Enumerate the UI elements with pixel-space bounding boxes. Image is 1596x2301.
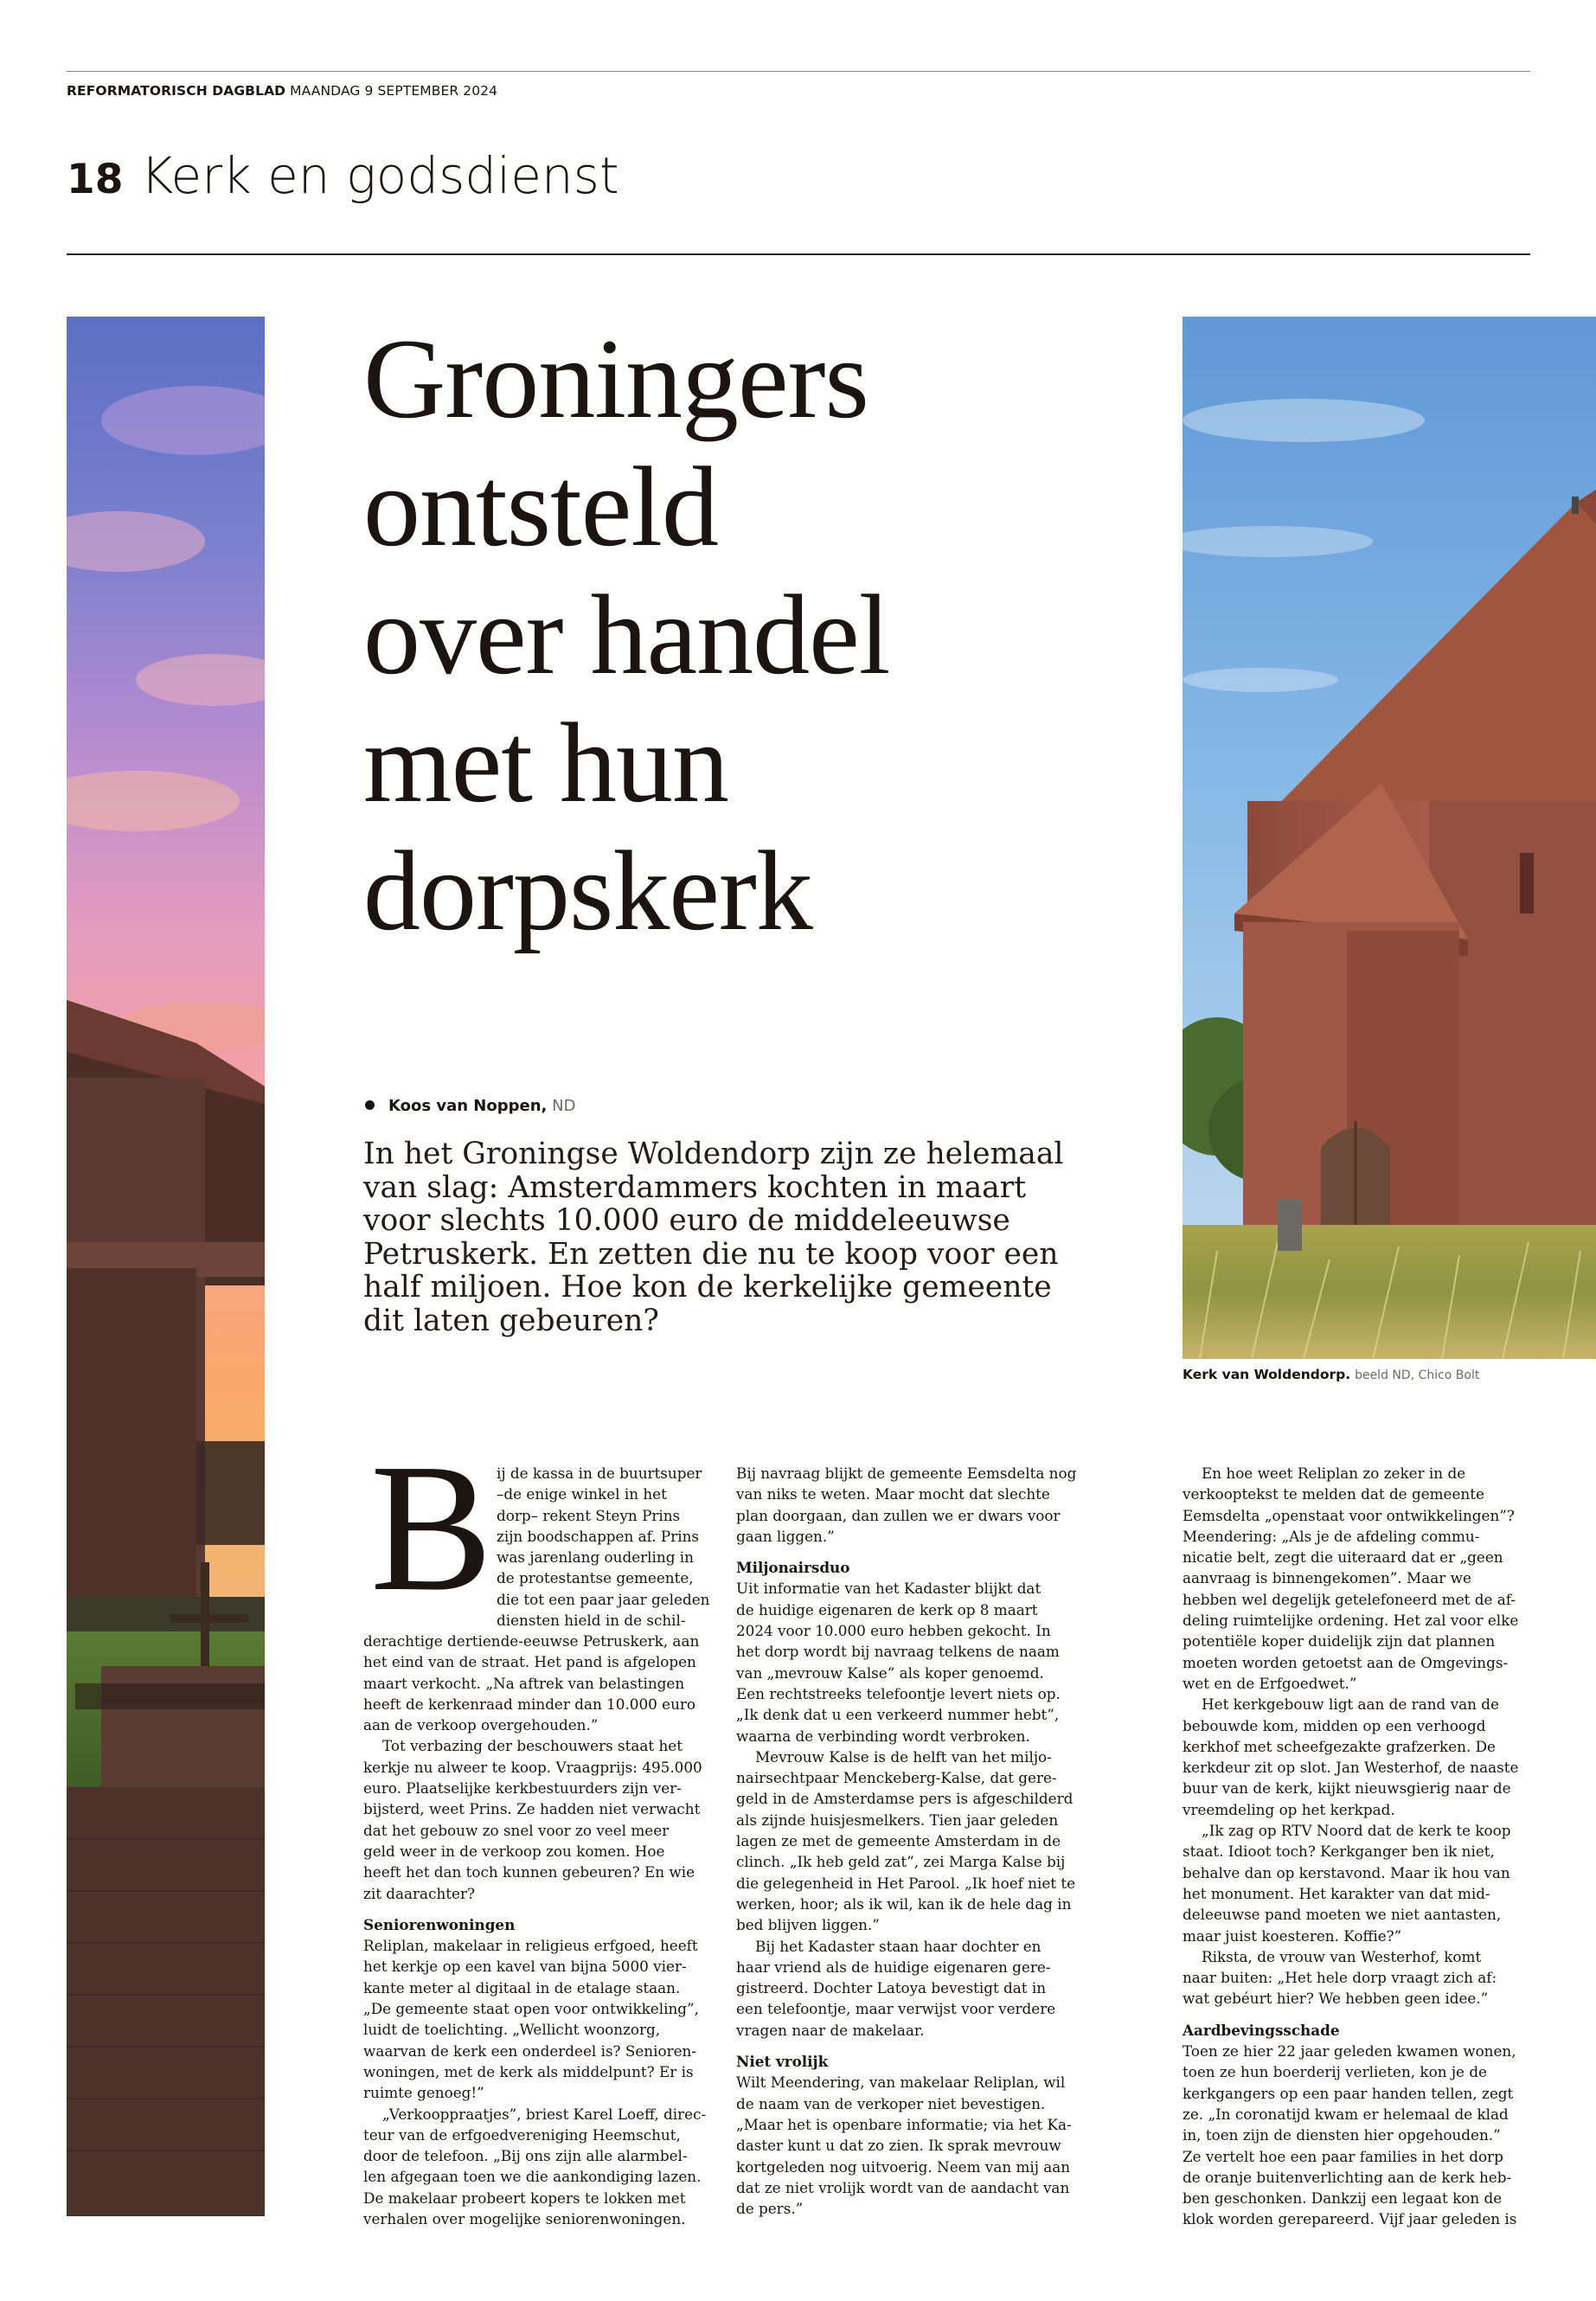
- body-line: Het kerkgebouw ligt aan de rand van de: [1202, 1695, 1499, 1714]
- body-line: En hoe weet Reliplan zo zeker in de: [1202, 1465, 1466, 1482]
- body-line: werken, hoor; als ik wil, kan ik de hele dag in: [736, 1894, 1072, 1913]
- body-line: Bij het Kadaster staan haar dochter en: [755, 1937, 1042, 1955]
- body-line: Mevrouw Kalse is de helft van het miljo-: [755, 1747, 1052, 1766]
- photo-caption: [1183, 1367, 1479, 1382]
- body-line: hebben wel degelijk getelefoneerd met de af-: [1183, 1590, 1516, 1608]
- author-org: ND: [552, 1097, 576, 1115]
- body-line: ij de kassa in de buurtsuper: [497, 1465, 702, 1482]
- body-line: 2024 voor 10.000 euro hebben gekocht. In: [736, 1622, 1051, 1640]
- body-line: was jarenlang ouderling in: [497, 1548, 694, 1567]
- intro-line: In het Groningse Woldendorp zijn ze helemaal: [363, 1137, 1064, 1171]
- body-line: deling ruimtelijke ordening. Het zal voor elke: [1183, 1612, 1519, 1630]
- bullet-icon: [365, 1100, 375, 1110]
- body-line: luidt de toelichting. „Wellicht woonzorg,: [363, 2021, 661, 2039]
- body-line: toen ze hun boerderij verlieten, kon je de: [1183, 2063, 1487, 2081]
- byline: [365, 1097, 575, 1115]
- body-line: de oranje buitenverlichting aan de kerk heb-: [1183, 2168, 1512, 2186]
- subheading: Aardbevingsschade: [1183, 2021, 1340, 2039]
- left-church-photo: [67, 317, 265, 2216]
- headline: [363, 315, 1194, 955]
- caption-text: Kerk van Woldendorp.: [1183, 1367, 1351, 1382]
- body-line: maar juist koesteren. Koffie?”: [1183, 1926, 1402, 1945]
- body-line: Ze vertelt hoe een paar families in het dorp: [1183, 2147, 1503, 2165]
- body-line: het kerkje op een kavel van bijna 5000 vier-: [363, 1958, 687, 1976]
- intro-line: half miljoen. Hoe kon de kerkelijke gemeente: [363, 1270, 1052, 1305]
- drop-cap: B: [370, 1426, 493, 1629]
- body-line: die tot een paar jaar geleden: [497, 1590, 710, 1608]
- body-line: woningen, met de kerk als middelpunt? Er is: [363, 2062, 694, 2080]
- headline-line: Groningers: [363, 315, 869, 442]
- body-line: haar vriend als de huidige eigenaren gere-: [736, 1958, 1051, 1976]
- body-line: Uit informatie van het Kadaster blijkt dat: [736, 1580, 1042, 1598]
- body-line: daster kunt u dat zo zien. Ik sprak mevrouw: [736, 2137, 1061, 2155]
- body-line: aanvraag is binnengekomen”. Maar we: [1183, 1569, 1471, 1587]
- body-line: deleeuwse pand moeten we niet aantasten,: [1183, 1906, 1502, 1924]
- body-line: heeft het dan toch kunnen gebeuren? En wie: [363, 1863, 695, 1881]
- body-line: nairsechtpaar Menckeberg-Kalse, dat gere-: [736, 1769, 1057, 1787]
- body-line: Bij navraag blijkt de gemeente Eemsdelta nog: [736, 1465, 1077, 1482]
- body-line: die gelegenheid in Het Parool. „Ik hoef niet te: [736, 1874, 1076, 1892]
- body-line: van „mevrouw Kalse” als koper genoemd.: [736, 1663, 1044, 1682]
- body-line: wat gebéurt hier? We hebben geen idee.”: [1183, 1990, 1489, 2008]
- body-line: Reliplan, makelaar in religieus erfgoed, heeft: [363, 1937, 698, 1955]
- right-church-photo: [1183, 317, 1596, 1359]
- body-line: verhalen over mogelijke seniorenwoningen.: [363, 2210, 686, 2228]
- top-rule: [67, 71, 1530, 72]
- body-line: potentiële koper duidelijk zijn dat plannen: [1183, 1632, 1496, 1650]
- body-line: Toen ze hier 22 jaar geleden kwamen wonen,: [1183, 2042, 1516, 2061]
- body-line: zijn boodschappen af. Prins: [497, 1527, 700, 1545]
- body-line: ze. „In coronatijd kwam er helemaal de klad: [1183, 2105, 1509, 2123]
- body-line: bebouwde kom, midden op een verhoogd: [1183, 1716, 1486, 1734]
- body-line: het dorp wordt bij navraag telkens de naam: [736, 1643, 1060, 1661]
- body-line: zit daarachter?: [363, 1884, 475, 1902]
- body-line: kerkgangers op een paar handen tellen, zegt: [1183, 2084, 1514, 2102]
- body-line: waarvan de kerk een onderdeel is? Senioren-: [363, 2041, 697, 2060]
- body-line: de huidige eigenaren de kerk op 8 maart: [736, 1600, 1038, 1618]
- body-line: Eemsdelta „openstaat voor ontwikkelingen”?: [1183, 1506, 1515, 1524]
- subheading: Miljonairsduo: [736, 1559, 850, 1577]
- body-line: de protestantse gemeente,: [497, 1569, 694, 1587]
- subheading: Niet vrolijk: [736, 2053, 829, 2071]
- body-line: lagen ze met de gemeente Amsterdam in de: [736, 1832, 1061, 1850]
- issue-date: MAANDAG 9 SEPTEMBER 2024: [290, 83, 498, 99]
- body-line: dat ze niet vrolijk wordt van de aandacht van: [736, 2178, 1070, 2196]
- body-column-3: [1183, 1463, 1546, 2230]
- body-column-1: [497, 1463, 713, 1631]
- body-line: teur van de erfgoedvereniging Heemschut,: [363, 2125, 681, 2144]
- body-line: Wilt Meendering, van makelaar Reliplan, wil: [736, 2073, 1066, 2092]
- body-line: „Ik denk dat u een verkeerd nummer hebt”,: [736, 1706, 1060, 1724]
- body-line: van niks te weten. Maar mocht dat slechte: [736, 1485, 1050, 1503]
- body-line: Tot verbazing der beschouwers staat het: [382, 1737, 683, 1755]
- body-line: ben geschonken. Dankzij een legaat kon de: [1183, 2189, 1503, 2208]
- body-line: in, toen zijn de diensten hier opgehouden.”: [1183, 2126, 1501, 2144]
- body-column-2: [736, 1463, 1099, 2219]
- body-line: kerkhof met scheefgezakte grafzerken. De: [1183, 1737, 1496, 1755]
- body-line: ruimte genoeg!”: [363, 2084, 484, 2102]
- body-line: aan de verkoop overgehouden.”: [363, 1716, 599, 1734]
- subheading: Seniorenwoningen: [363, 1915, 516, 1933]
- body-line: geld weer in de verkoop zou komen. Hoe: [363, 1842, 665, 1860]
- newspaper-name: REFORMATORISCH DAGBLAD: [67, 83, 286, 99]
- body-line: buur van de kerk, kijkt nieuwsgierig naar de: [1183, 1779, 1511, 1798]
- section-header: [67, 144, 619, 212]
- body-line: als zijnde huisjesmelkers. Tien jaar geleden: [736, 1811, 1059, 1829]
- body-line: dat het gebouw zo snel voor zo veel meer: [363, 1821, 670, 1839]
- body-line: euro. Plaatselijke kerkbestuurders zijn ver-: [363, 1779, 682, 1798]
- intro-line: van slag: Amsterdammers kochten in maart: [363, 1170, 1027, 1205]
- body-line: geld in de Amsterdamse pers is afgeschilderd: [736, 1790, 1074, 1808]
- body-line: de pers.”: [736, 2200, 804, 2218]
- body-line: kerkje nu alweer te koop. Vraagprijs: 495.000: [363, 1758, 702, 1776]
- body-line: door de telefoon. „Bij ons zijn alle alarmbel-: [363, 2147, 688, 2165]
- body-line: De makelaar probeert kopers te lokken met: [363, 2189, 686, 2207]
- body-line: „De gemeente staat open voor ontwikkeling”,: [363, 2000, 699, 2018]
- body-line: kortgeleden nog uitvoerig. Neem van mij aan: [736, 2157, 1071, 2176]
- body-line: derachtige dertiende-eeuwse Petruskerk, aan: [363, 1632, 700, 1650]
- body-line: kante meter al digitaal in de etalage staan.: [363, 1978, 681, 1997]
- body-line: nicatie belt, zegt die uiteraard dat er „geen: [1183, 1548, 1503, 1567]
- body-line: –de enige winkel in het: [497, 1485, 667, 1503]
- intro-line: Petruskerk. En zetten die nu te koop voor een: [363, 1236, 1059, 1272]
- headline-line: dorpskerk: [363, 827, 812, 954]
- body-line: behalve dan op kerstavond. Maar ik hou van: [1183, 1863, 1510, 1881]
- photo-credit: beeld ND, Chico Bolt: [1355, 1368, 1480, 1382]
- body-line: een telefoontje, maar verwijst voor verdere: [736, 2000, 1056, 2018]
- headline-line: ontsteld: [363, 443, 718, 570]
- body-line: verkooptekst te melden dat de gemeente: [1183, 1485, 1484, 1503]
- body-line: naar buiten: „Het hele dorp vraagt zich af:: [1183, 1969, 1497, 1987]
- body-line: kerkdeur zit op slot. Jan Westerhof, de naaste: [1183, 1759, 1519, 1777]
- body-line: klok worden gerepareerd. Vijf jaar geleden is: [1183, 2210, 1517, 2228]
- body-line: bed blijven liggen.”: [736, 1916, 880, 1934]
- body-line: de naam van de verkoper niet bevestigen.: [736, 2094, 1046, 2112]
- intro-line: voor slechts 10.000 euro de middeleeuwse: [363, 1203, 1010, 1239]
- body-line: staat. Idioot toch? Kerkganger ben ik niet,: [1183, 1843, 1495, 1861]
- body-line: maart verkocht. „Na aftrek van belastingen: [363, 1674, 685, 1692]
- body-line: gistreerd. Dochter Latoya bevestigt dat in: [736, 1979, 1047, 1997]
- headline-line: over handel: [363, 571, 890, 698]
- body-line: clinch. „Ik heb geld zat”, zei Marga Kalse bij: [736, 1853, 1066, 1871]
- body-line: bijsterd, weet Prins. Ze hadden niet verwacht: [363, 1800, 701, 1818]
- body-line: dorp– rekent Steyn Prins: [497, 1506, 681, 1524]
- page-number: 18: [67, 156, 124, 203]
- body-line: heeft de kerkenraad minder dan 10.000 euro: [363, 1695, 696, 1713]
- body-line: moeten worden getoetst aan de Omgevings-: [1183, 1653, 1509, 1671]
- body-line: Een rechtstreeks telefoontje levert niets op.: [736, 1684, 1061, 1702]
- section-name: Kerk en godsdienst: [140, 146, 619, 205]
- body-line: Riksta, de vrouw van Westerhof, komt: [1202, 1947, 1482, 1965]
- body-line: waarna de verbinding wordt verbroken.: [736, 1727, 1030, 1745]
- body-line: diensten hield in de schil-: [497, 1612, 686, 1630]
- body-line: plan doorgaan, dan zullen we er dwars voor: [736, 1506, 1061, 1524]
- body-line: gaan liggen.”: [736, 1527, 835, 1545]
- author-name: Koos van Noppen,: [388, 1097, 548, 1115]
- intro-lede: [363, 1138, 1125, 1338]
- body-line: het monument. Het karakter van dat mid-: [1183, 1884, 1490, 1902]
- body-line: het eind van de straat. Het pand is afgelopen: [363, 1653, 696, 1671]
- masthead: [67, 83, 497, 99]
- body-line: vreemdeling op het kerkpad.: [1183, 1800, 1395, 1818]
- body-line: wet en de Erfgoedwet.”: [1183, 1674, 1357, 1692]
- body-line: „Maar het is openbare informatie; via het Ka-: [736, 2115, 1072, 2133]
- body-line: Meendering: „Als je de afdeling commu-: [1183, 1527, 1480, 1545]
- body-line: „Ik zag op RTV Noord dat de kerk te koop: [1202, 1822, 1511, 1840]
- headline-line: met hun: [363, 699, 728, 826]
- body-line: „Verkooppraatjes”, briest Karel Loeff, direc-: [382, 2105, 707, 2123]
- section-rule: [67, 253, 1530, 255]
- intro-line: dit laten gebeuren?: [363, 1303, 659, 1338]
- body-line: len afgegaan toen we die aankondiging lazen.: [363, 2168, 702, 2186]
- body-column-1-cont: [363, 1631, 718, 2229]
- body-line: vragen naar de makelaar.: [736, 2021, 925, 2039]
